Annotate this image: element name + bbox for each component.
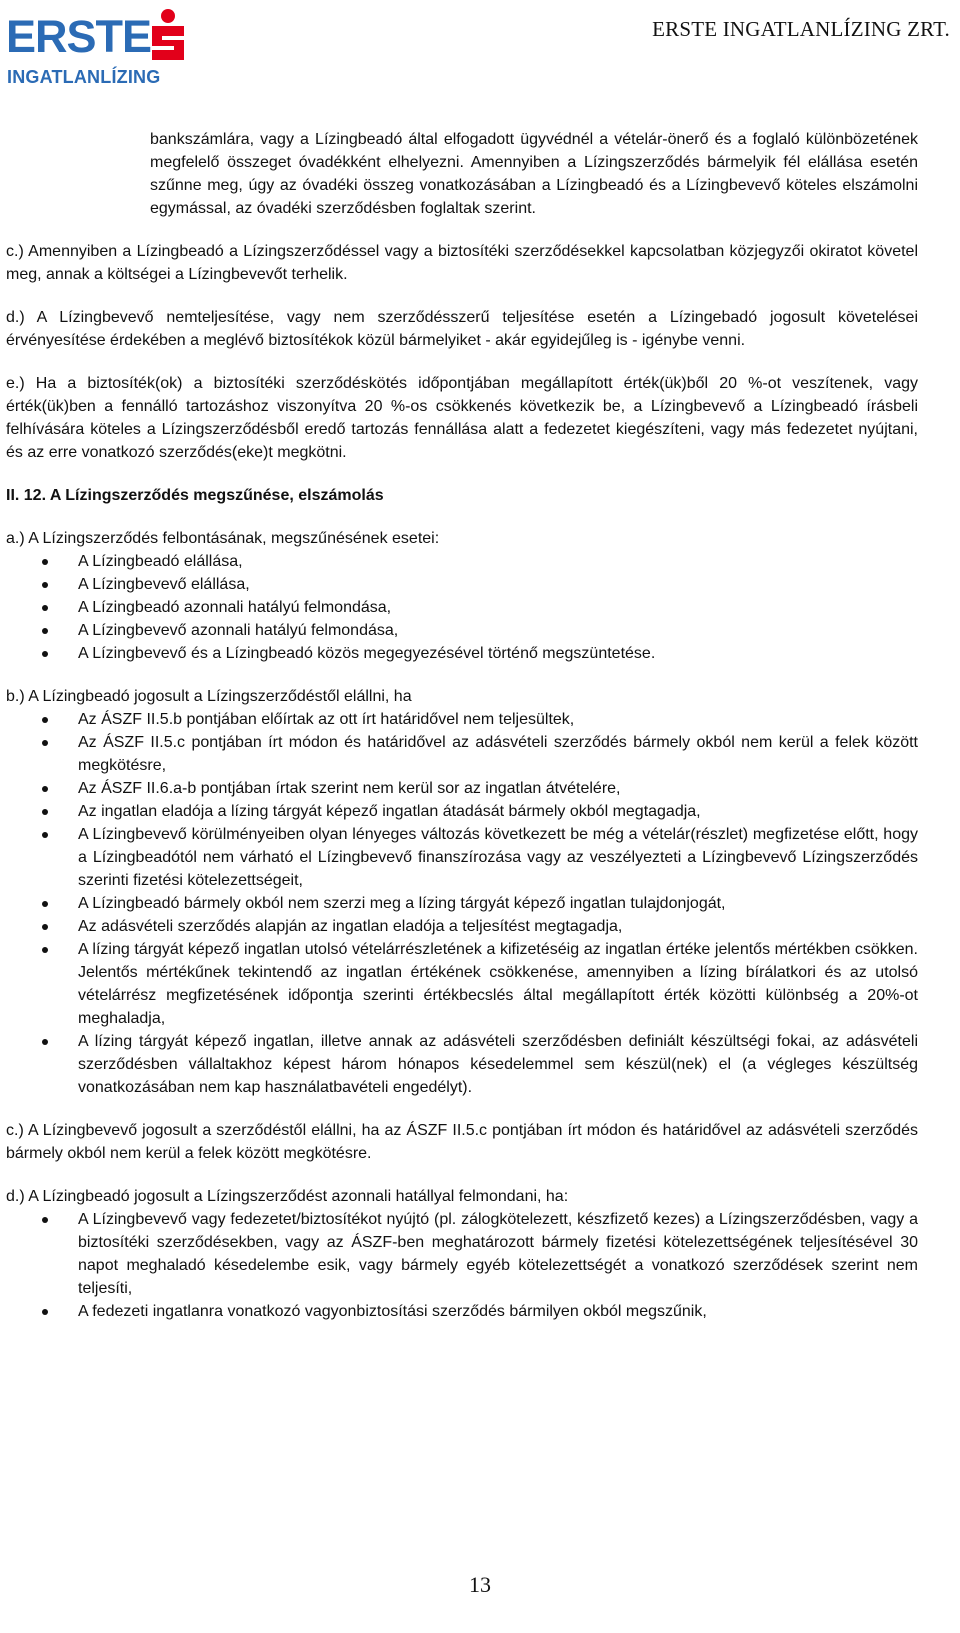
list-item: A Lízingbevevő körülményeiben olyan lényeges változás következett be még a vételár(részlet) megfizetése előtt, hogy a Lízingbeadótól nem várható el Lízingbevevő finanszírozása vagy az veszélyezteti a Lízingbevevő Lízingszerződés szerinti fizetési kötelezettségeit,: [6, 823, 918, 892]
list-item: A lízing tárgyát képező ingatlan, illetve annak az adásvételi szerződésben definiált készültségi fokai, az adásvételi szerződésben vállaltakhoz képest három hónapos késedelemmel sem készül(nek) el (a végleges készültség vonatkozásában nem kap használatbavételi engedélyt).: [6, 1030, 918, 1099]
list-item: A Lízingbevevő azonnali hatályú felmondása,: [6, 619, 918, 642]
bullet-icon: [42, 717, 48, 723]
paragraph-c: c.) Amennyiben a Lízingbeadó a Lízingszerződéssel vagy a biztosítéki szerződésekkel kapcsolatban közjegyzői okiratot követel meg, annak a költségei a Lízingbevevőt terhelik.: [6, 243, 918, 283]
list-item: Az ingatlan eladója a lízing tárgyát képező ingatlan átadását bármely okból megtagadja,: [6, 800, 918, 823]
list-d2: [6, 1208, 918, 1323]
list-a: [6, 550, 918, 665]
list-item: A Lízingbeadó azonnali hatályú felmondása,: [6, 596, 918, 619]
bullet-icon: [42, 832, 48, 838]
paragraph-d: d.) A Lízingbevevő nemteljesítése, vagy nem szerződésszerű teljesítése esetén a Lízingebadó jogosult követelései érvényesítése érdekében a meglévő biztosítékok közül bármelyiket - akár egyidejűleg is - igénybe venni.: [6, 309, 918, 349]
bullet-icon: [42, 924, 48, 930]
list-item: A fedezeti ingatlanra vonatkozó vagyonbiztosítási szerződés bármilyen okból megszűnik,: [6, 1300, 918, 1323]
paragraph-b-intro: b.) A Lízingbeadó jogosult a Lízingszerződéstől elállni, ha: [6, 688, 412, 705]
list-item: A lízing tárgyát képező ingatlan utolsó vételárrészletének a kifizetéséig az ingatlan értéke jelentős mértékben csökken. Jelentős mértékűnek tekintendő az ingatlan értékének csökkenése, amennyiben a lízing bírálatkori és az utolsó vételárrész megfizetésének időpontja szerinti értékbecslés által megállapított érték közötti különbség a 20%-ot meghaladja,: [6, 938, 918, 1030]
bullet-icon: [42, 1039, 48, 1045]
bullet-icon: [42, 1217, 48, 1223]
logo-subtitle: INGATLANLÍZING: [7, 67, 161, 87]
bullet-icon: [42, 628, 48, 634]
page-header: [6, 0, 954, 100]
list-item: Az ÁSZF II.5.c pontjában írt módon és határidővel az adásvételi szerződés bármely okból nem kerül a felek között megkötésre,: [6, 731, 918, 777]
bullet-icon: [42, 605, 48, 611]
bullet-icon: [42, 1309, 48, 1315]
bullet-icon: [42, 559, 48, 565]
list-item: A Lízingbevevő és a Lízingbeadó közös megegyezésével történő megszüntetése.: [6, 642, 918, 665]
paragraph-e: e.) Ha a biztosíték(ok) a biztosítéki szerződéskötés időpontjában megállapított érték(ük)ből 20 %-ot veszítenek, vagy érték(ük)ben a fennálló tartozáshoz viszonyítva 20 %-os csökkenés következik be, a Lízingbevevő a Lízingbeadó írásbeli felhívására köteles a Lízingszerződésből eredő tartozás fennállása alatt a fedezetet kiegészíteni, vagy más fedezetet nyújtani, és az erre vonatkozó szerződés(eke)t megkötni.: [6, 375, 918, 461]
erste-emblem-icon: [146, 8, 190, 62]
intro-paragraph: bankszámlára, vagy a Lízingbeadó által elfogadott ügyvédnél a vételár-önerő és a foglaló különbözetének megfelelő összeget óvadékként elhelyezni. Amennyiben a Lízingszerződés bármelyik fél elállása esetén szűnne meg, úgy az óvadéki összeg vonatkozásában a Lízingbeadó és a Lízingbevevő köteles elszámolni egymással, az óvadéki szerződésben foglaltak szerint.: [150, 131, 918, 217]
list-item: A Lízingbeadó elállása,: [6, 550, 918, 573]
document-body: [6, 128, 918, 1323]
bullet-icon: [42, 809, 48, 815]
paragraph-d2-intro: d.) A Lízingbeadó jogosult a Lízingszerződést azonnali hatállyal felmondani, ha:: [6, 1188, 569, 1205]
paragraph-c2: c.) A Lízingbevevő jogosult a szerződéstől elállni, ha az ÁSZF II.5.c pontjában írt módon és határidővel az adásvételi szerződés bármely okból nem kerül a felek között megkötésre.: [6, 1122, 918, 1162]
list-b: [6, 708, 918, 1099]
erste-logo: [6, 6, 191, 88]
list-item: A Lízingbevevő vagy fedezetet/biztosítékot nyújtó (pl. zálogkötelezett, készfizető kezes) a Lízingszerződésben, vagy a biztosítéki szerződésekben, vagy az ÁSZF-ben meghatározott bármely fizetési kötelezettségének teljesítésével 30 napot meghaladó késedelembe esik, vagy bármely egyéb kötelezettségét a vonatkozó szerződések szerint nem teljesíti,: [6, 1208, 918, 1300]
list-item: A Lízingbeadó bármely okból nem szerzi meg a lízing tárgyát képező ingatlan tulajdonjogát,: [6, 892, 918, 915]
company-name: ERSTE INGATLANLÍZING ZRT.: [652, 17, 950, 41]
list-item: Az ÁSZF II.6.a-b pontjában írtak szerint nem kerül sor az ingatlan átvételére,: [6, 777, 918, 800]
logo-brand-text: ERSTE: [6, 11, 152, 62]
bullet-icon: [42, 740, 48, 746]
bullet-icon: [42, 582, 48, 588]
bullet-icon: [42, 947, 48, 953]
section-heading: II. 12. A Lízingszerződés megszűnése, elszámolás: [6, 487, 384, 504]
list-item: Az ÁSZF II.5.b pontjában előírtak az ott írt határidővel nem teljesültek,: [6, 708, 918, 731]
bullet-icon: [42, 786, 48, 792]
list-item: A Lízingbevevő elállása,: [6, 573, 918, 596]
list-item: Az adásvételi szerződés alapján az ingatlan eladója a teljesítést megtagadja,: [6, 915, 918, 938]
page-number: 13: [469, 1572, 491, 1597]
paragraph-a-intro: a.) A Lízingszerződés felbontásának, megszűnésének esetei:: [6, 530, 440, 547]
bullet-icon: [42, 651, 48, 657]
bullet-icon: [42, 901, 48, 907]
